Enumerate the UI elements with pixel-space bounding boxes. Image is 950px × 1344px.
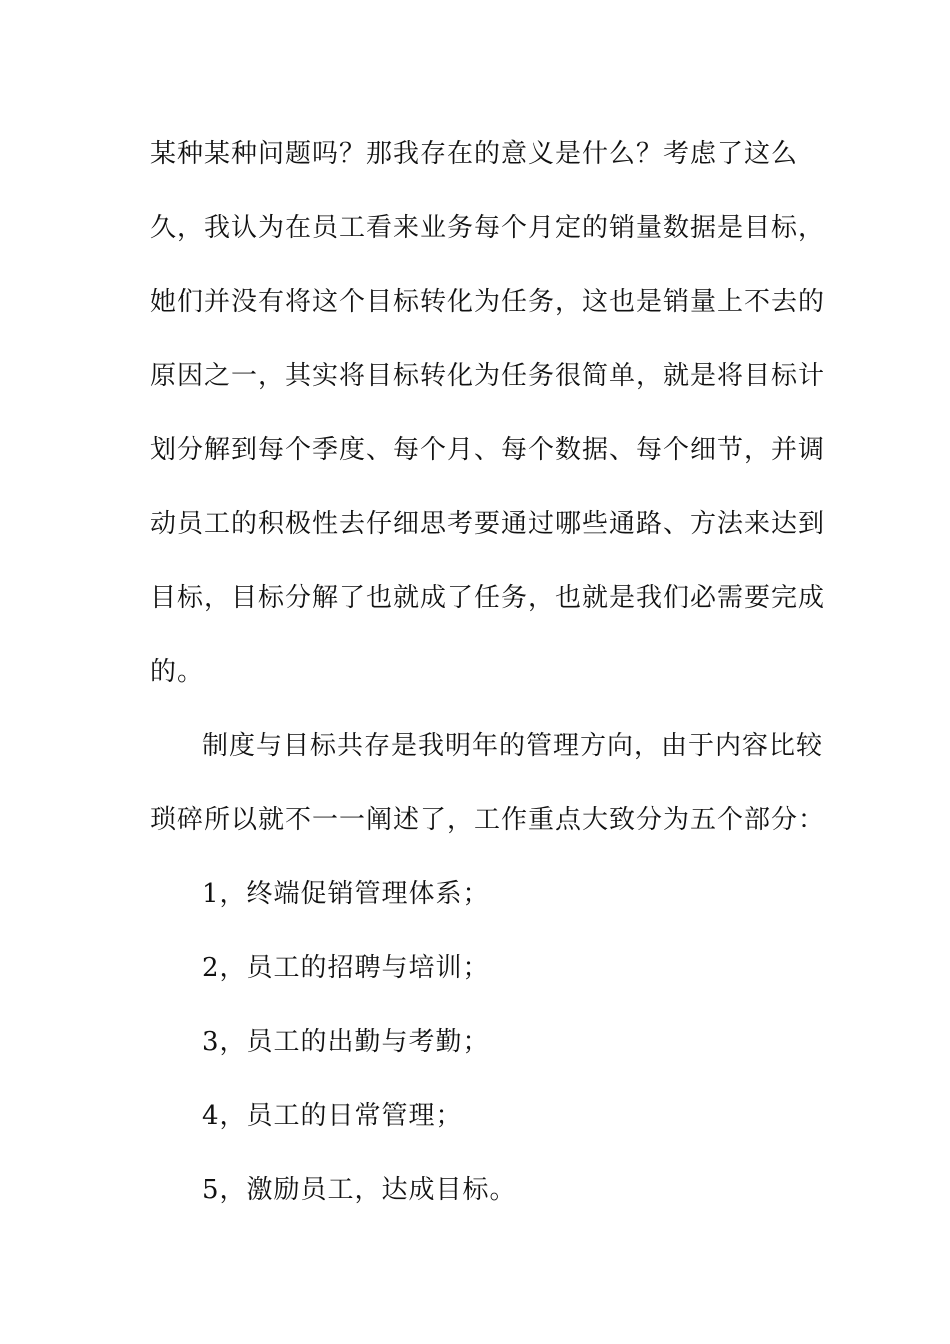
- text-line: 久，我认为在员工看来业务每个月定的销量数据是目标，: [150, 213, 826, 243]
- text-line: 目标，目标分解了也就成了任务，也就是我们必需要完成: [150, 583, 826, 613]
- text-line: 动员工的积极性去仔细思考要通过哪些通路、方法来达到: [150, 509, 826, 539]
- list-item: 3，员工的出勤与考勤；: [202, 1027, 490, 1057]
- text-line: 原因之一，其实将目标转化为任务很简单，就是将目标计: [150, 361, 826, 391]
- list-item: 5，激励员工，达成目标。: [202, 1175, 517, 1205]
- list-item: 1，终端促销管理体系；: [202, 879, 490, 909]
- list-item: 2，员工的招聘与培训；: [202, 953, 490, 983]
- paragraph-first-line: 制度与目标共存是我明年的管理方向，由于内容比较: [202, 731, 824, 761]
- list-item: 4，员工的日常管理；: [202, 1101, 463, 1131]
- text-line: 的。: [150, 657, 205, 687]
- text-line: 琐碎所以就不一一阐述了，工作重点大致分为五个部分：: [150, 805, 826, 835]
- text-line: 划分解到每个季度、每个月、每个数据、每个细节，并调: [150, 435, 826, 465]
- text-line: 她们并没有将这个目标转化为任务，这也是销量上不去的: [150, 287, 826, 317]
- text-line: 某种某种问题吗？那我存在的意义是什么？考虑了这么: [150, 139, 799, 169]
